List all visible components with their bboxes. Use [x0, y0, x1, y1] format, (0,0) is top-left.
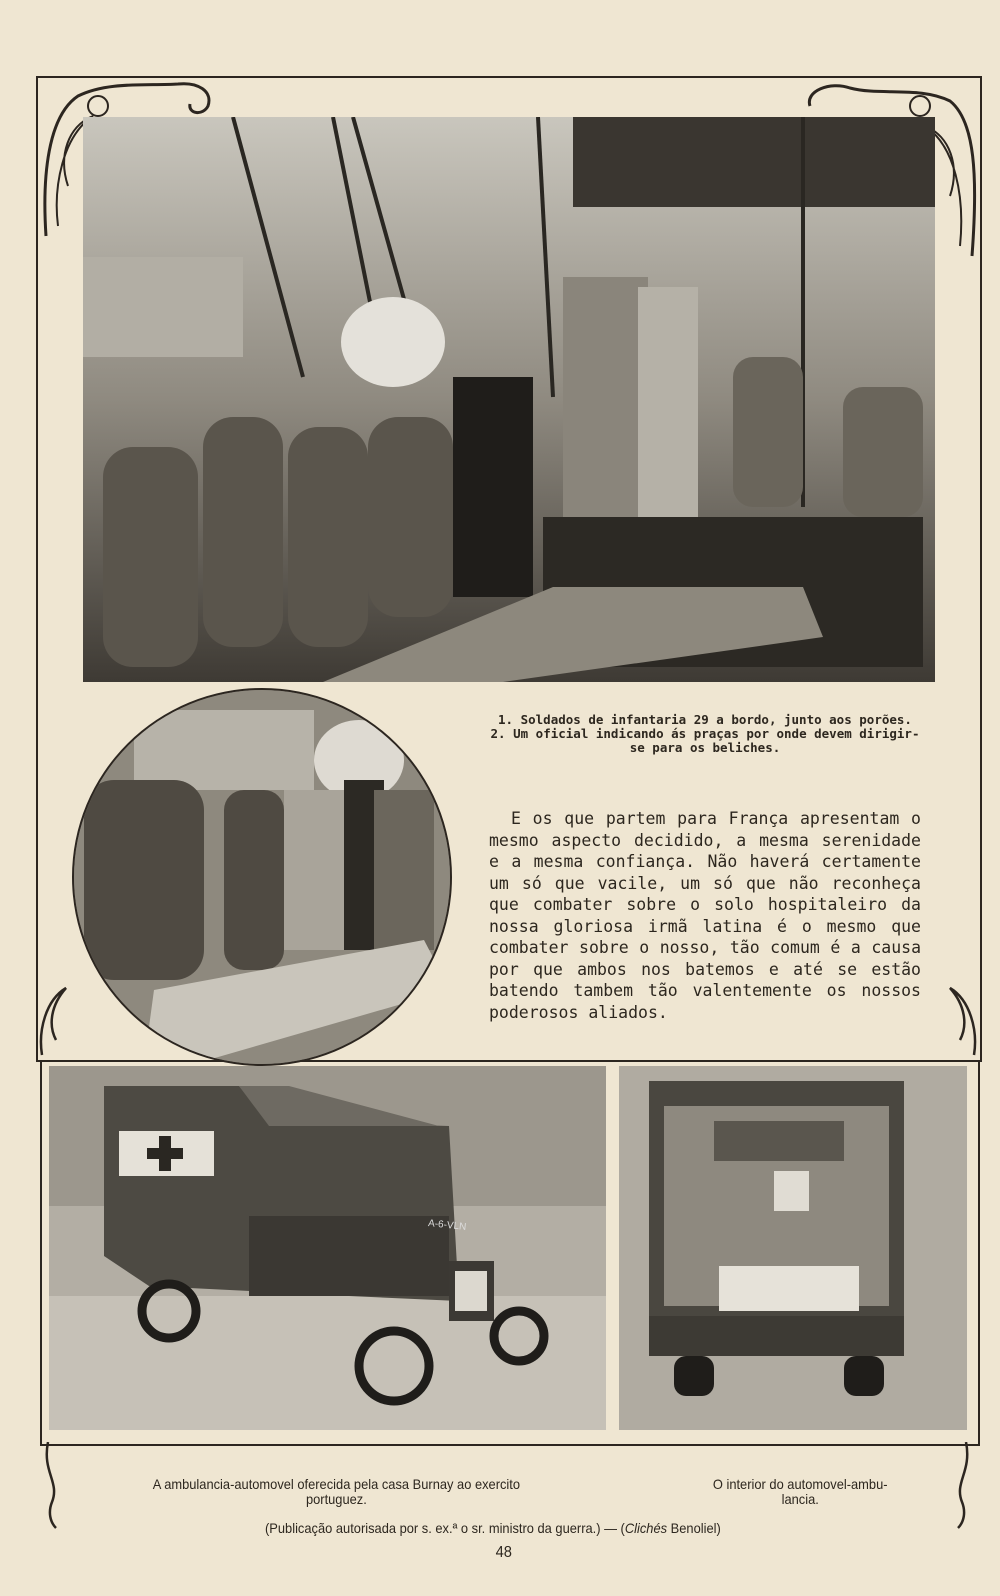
side-ornament-left [36, 980, 76, 1060]
photo-credit [265, 1521, 854, 1536]
photo-officer-directing-soldiers [72, 688, 452, 1066]
credit-photographer: Benoliel) [667, 1520, 721, 1536]
caption-ambulance-line-1: A ambulancia-automovel oferecida pela casa Burnay ao exercito [152, 1476, 521, 1492]
photo-ambulance-interior [619, 1066, 967, 1430]
bottom-ornament-left [40, 1442, 70, 1532]
caption-interior [676, 1477, 924, 1507]
article-paragraph-text: E os que partem para França apresentam o mesmo aspecto decidido, a mesma serenidade e a mesma confiança. Não haverá certamente um só que vacile, um só que não reconheça que combater sobre o solo hospitaleiro da nossa gloriosa irmã latina é o mesmo que combater sobre o nosso, tão comum é a causa por que ambos nos batemos e até se estão batendo tambem tão valentemente os nossos poderosos aliados. [489, 809, 921, 1022]
credit-text: (Publicação autorisada por s. ex.ª o sr. ministro da guerra.) — ( [265, 1520, 625, 1536]
photo-soldiers-on-deck [83, 117, 935, 682]
caption-ambulance [88, 1477, 585, 1507]
caption-line-1: 1. Soldados de infantaria 29 a bordo, junto aos porões. [498, 712, 912, 727]
photo-caption-top [480, 713, 930, 755]
caption-interior-line-2: lancia. [781, 1491, 819, 1507]
caption-line-2: 2. Um oficial indicando ás praças por onde devem dirigir- [490, 726, 920, 741]
ambulance-plate: A-6-VLN [427, 1218, 467, 1233]
article-paragraph [489, 808, 921, 1023]
caption-interior-line-1: O interior do automovel-ambu- [712, 1476, 888, 1492]
credit-cliches: Clichés [624, 1520, 668, 1536]
caption-ambulance-line-2: portuguez. [305, 1491, 367, 1507]
side-ornament-right [940, 980, 980, 1060]
caption-line-3: se para os beliches. [629, 740, 781, 755]
page-number: 48 [495, 1544, 512, 1561]
bottom-ornament-right [944, 1442, 974, 1532]
photo-ambulance-exterior [49, 1066, 606, 1430]
